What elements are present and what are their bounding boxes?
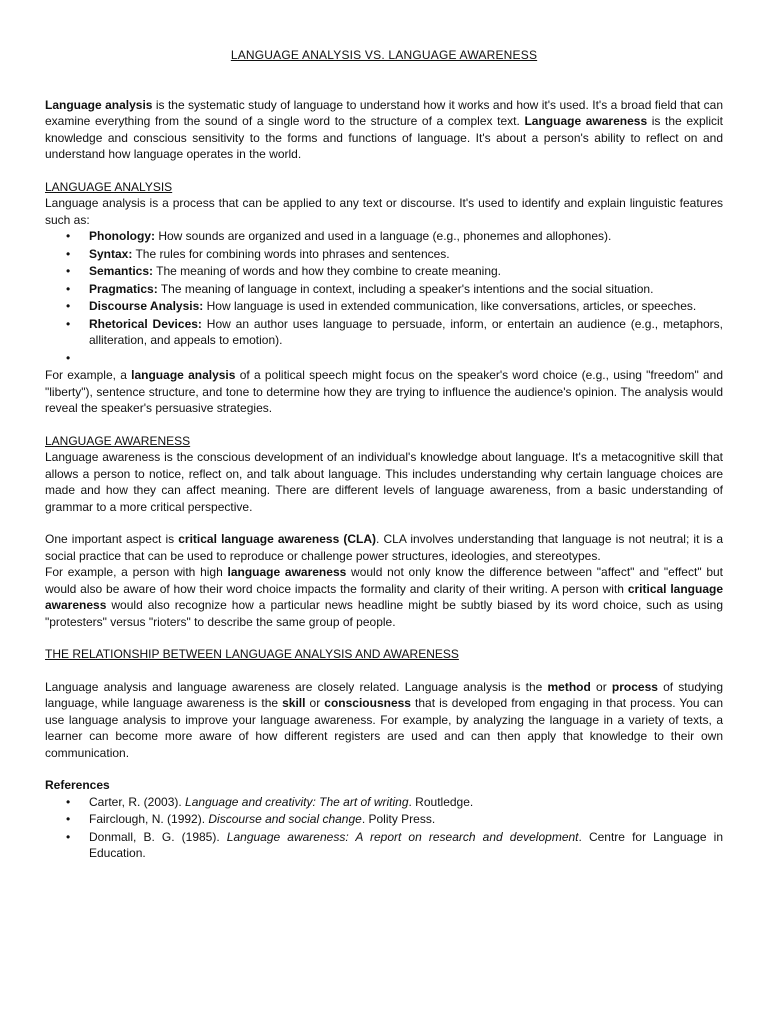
- term-language-awareness: Language awareness: [524, 114, 648, 128]
- relationship-paragraph: Language analysis and language awareness are closely related. Language analysis is the method or process of studying language, while language awareness is the skill or consciousness that is developed from engaging in that process. You can use language analysis to improve your language awareness. For example, by analyzing the language in a variety of texts, a learner can become more aware of how different registers are used and can then apply that knowledge to their own communication.: [45, 679, 724, 760]
- bullet-icon: •: [66, 812, 71, 826]
- bullet-icon: •: [66, 350, 71, 365]
- awareness-paragraph: Language awareness is the conscious development of an individual's knowledge about language. It's a metacognitive skill that allows a person to notice, reflect on, and talk about language. This includes understanding why certain language choices are made and how they can affect meaning. There are different levels of language awareness, from a basic understanding of grammar to a more critical perspective.: [45, 450, 723, 514]
- bullet-icon: •: [66, 316, 71, 331]
- reference-item: • Fairclough, N. (1992). Discourse and social change. Polity Press.: [66, 812, 436, 826]
- section-heading-awareness: LANGUAGE AWARENESS: [45, 433, 191, 448]
- analysis-lead: Language analysis is a process that can be applied to any text or discourse. It's used to identify and explain linguistic features such as:: [45, 196, 723, 227]
- list-item: • Phonology: How sounds are organized and used in a language (e.g., phonemes and allophones).: [66, 229, 612, 243]
- list-item: • Discourse Analysis: How language is used in extended communication, like conversations, articles, or speeches.: [66, 299, 697, 313]
- bullet-icon: •: [66, 829, 71, 844]
- bullet-icon: •: [66, 281, 71, 296]
- features-list: [45, 228, 723, 367]
- list-item: • Syntax: The rules for combining words into phrases and sentences.: [66, 246, 450, 261]
- reference-item: • Donmall, B. G. (1985). Language awareness: A report on research and development. Centre for Language in Education.: [66, 829, 724, 860]
- bullet-icon: •: [66, 794, 71, 809]
- intro-paragraph: Language analysis is the systematic study of language to understand how it works and how it's used. It's a broad field that can examine everything from the sound of a single word to the structure of a complex text. Language awareness is the explicit knowledge and conscious sensitivity to the forms and functions of language. It's about a person's ability to reflect on and understand how language operates in the world.: [45, 97, 724, 161]
- reference-item: • Carter, R. (2003). Language and creativity: The art of writing. Routledge.: [66, 794, 474, 809]
- bullet-icon: •: [66, 264, 71, 278]
- term-language-analysis: Language analysis: [45, 97, 153, 112]
- list-item-empty: [66, 350, 723, 368]
- references-heading: References: [45, 778, 110, 792]
- bullet-icon: •: [66, 299, 71, 313]
- list-item: • Semantics: The meaning of words and how they combine to create meaning.: [66, 264, 502, 278]
- document-title: LANGUAGE ANALYSIS VS. LANGUAGE AWARENESS: [230, 48, 538, 62]
- bullet-icon: •: [66, 246, 71, 261]
- analysis-example: For example, a language analysis of a political speech might focus on the speaker's word choice (e.g., using "freedom" and "liberty"), sentence structure, and tone to determine how they are trying to influence the audience's opinion. The analysis would reveal the speaker's persuasive strategies.: [45, 368, 723, 415]
- bullet-icon: •: [66, 229, 71, 243]
- section-heading-analysis: LANGUAGE ANALYSIS: [45, 179, 173, 194]
- section-heading-relationship: THE RELATIONSHIP BETWEEN LANGUAGE ANALYSIS AND AWARENESS: [45, 647, 459, 661]
- references-list: [45, 794, 723, 863]
- awareness-example: For example, a person with high language awareness would not only know the difference between "affect" and "effect" but would also be aware of how their word choice impacts the formality and clarity of their writing. A person with critical language awareness would also recognize how a particular news headline might be subtly biased by its word choice, such as using "protesters" versus "rioters" to describe the same group of people.: [45, 565, 724, 629]
- list-item: • Pragmatics: The meaning of language in context, including a speaker's intentions and the social situation.: [66, 281, 654, 296]
- list-item: • Rhetorical Devices: How an author uses language to persuade, inform, or entertain an audience (e.g., metaphors, alliteration, and appeals to emotion).: [66, 316, 723, 347]
- cla-paragraph: One important aspect is critical language awareness (CLA). CLA involves understanding that language is not neutral; it is a social practice that can be used to reproduce or challenge power structures, ideologies, and stereotypes.: [45, 532, 724, 563]
